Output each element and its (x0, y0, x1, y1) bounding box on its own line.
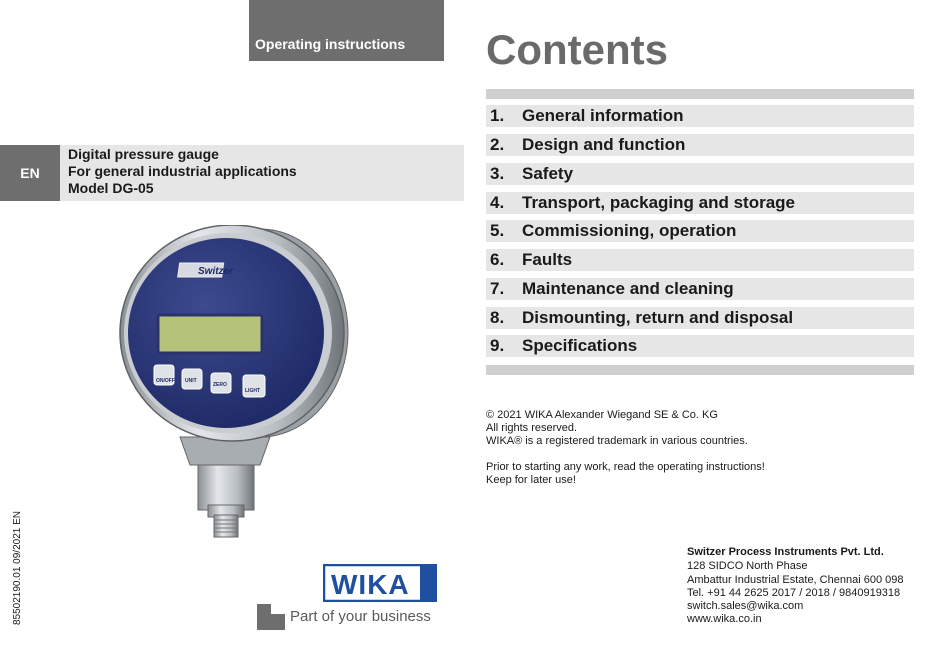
toc-item-1[interactable] (486, 105, 914, 127)
address-web[interactable]: www.wika.co.in (687, 613, 762, 625)
toc-item-7[interactable] (486, 278, 914, 300)
trademark-note: WIKA® is a registered trademark in various countries. (486, 435, 748, 447)
toc-item-number: 3. (490, 164, 505, 183)
wika-square-icon (257, 604, 285, 630)
toc-item-label: Faults (522, 250, 573, 269)
toc-item-label: Design and function (522, 135, 686, 154)
toc-item-number: 1. (490, 106, 505, 125)
address-company: Switzer Process Instruments Pvt. Ltd. (687, 546, 884, 558)
address-line-1: 128 SIDCO North Phase (687, 560, 808, 572)
toc-item-4[interactable] (486, 192, 914, 214)
address-tel: Tel. +91 44 2625 2017 / 2018 / 9840919318 (687, 587, 901, 599)
toc-divider-top (486, 89, 914, 99)
toc-divider-bottom (486, 365, 914, 375)
wika-logo-text: WIKA (331, 569, 410, 600)
toc-item-number: 8. (490, 308, 505, 327)
gauge-brand: Switzer (198, 266, 234, 277)
keep-note: Keep for later use! (486, 474, 576, 486)
toc-item-label: General information (522, 106, 684, 125)
product-line-3: Model DG-05 (68, 180, 154, 196)
section-tab (249, 0, 444, 61)
product-line-1: Digital pressure gauge (68, 146, 219, 162)
gauge-button-onoff: ON/OFF (156, 378, 175, 384)
product-line-2: For general industrial applications (68, 163, 297, 179)
prior-note: Prior to starting any work, read the operating instructions! (486, 461, 765, 473)
toc-item-number: 5. (490, 221, 505, 240)
toc-item-label: Maintenance and cleaning (522, 279, 734, 298)
pressure-gauge-image (110, 225, 360, 545)
document-number: 85502190.01 09/2021 EN (12, 511, 23, 625)
toc-item-label: Commissioning, operation (522, 221, 737, 240)
address-email[interactable]: switch.sales@wika.com (687, 600, 804, 612)
gauge-button-unit: UNIT (185, 378, 197, 384)
language-badge: EN (0, 145, 60, 201)
toc-item-number: 2. (490, 135, 505, 154)
contents-title: Contents (486, 26, 668, 73)
gauge-button-light: LIGHT (245, 388, 260, 394)
toc-item-number: 6. (490, 250, 505, 269)
toc-item-number: 7. (490, 279, 505, 298)
toc-item-6[interactable] (486, 249, 914, 271)
toc-item-label: Specifications (522, 336, 638, 355)
toc-item-label: Transport, packaging and storage (522, 193, 796, 212)
toc-item-8[interactable] (486, 307, 914, 329)
toc-item-3[interactable] (486, 163, 914, 185)
toc-item-5[interactable] (486, 220, 914, 242)
section-tab-label: Operating instructions (255, 36, 406, 52)
address-line-2: Ambattur Industrial Estate, Chennai 600 098 (687, 574, 904, 586)
wika-tagline: Part of your business (290, 608, 431, 625)
rights-note: All rights reserved. (486, 422, 578, 434)
toc-item-label: Safety (522, 164, 574, 183)
product-title-box (60, 145, 464, 201)
copyright-note: © 2021 WIKA Alexander Wiegand SE & Co. KG (486, 409, 718, 421)
wika-logo (323, 564, 437, 602)
toc-item-number: 9. (490, 336, 505, 355)
toc-item-number: 4. (490, 193, 505, 212)
toc-item-label: Dismounting, return and disposal (522, 308, 794, 327)
gauge-button-zero: ZERO (213, 382, 227, 388)
toc-item-2[interactable] (486, 134, 914, 156)
toc-item-9[interactable] (486, 335, 914, 357)
